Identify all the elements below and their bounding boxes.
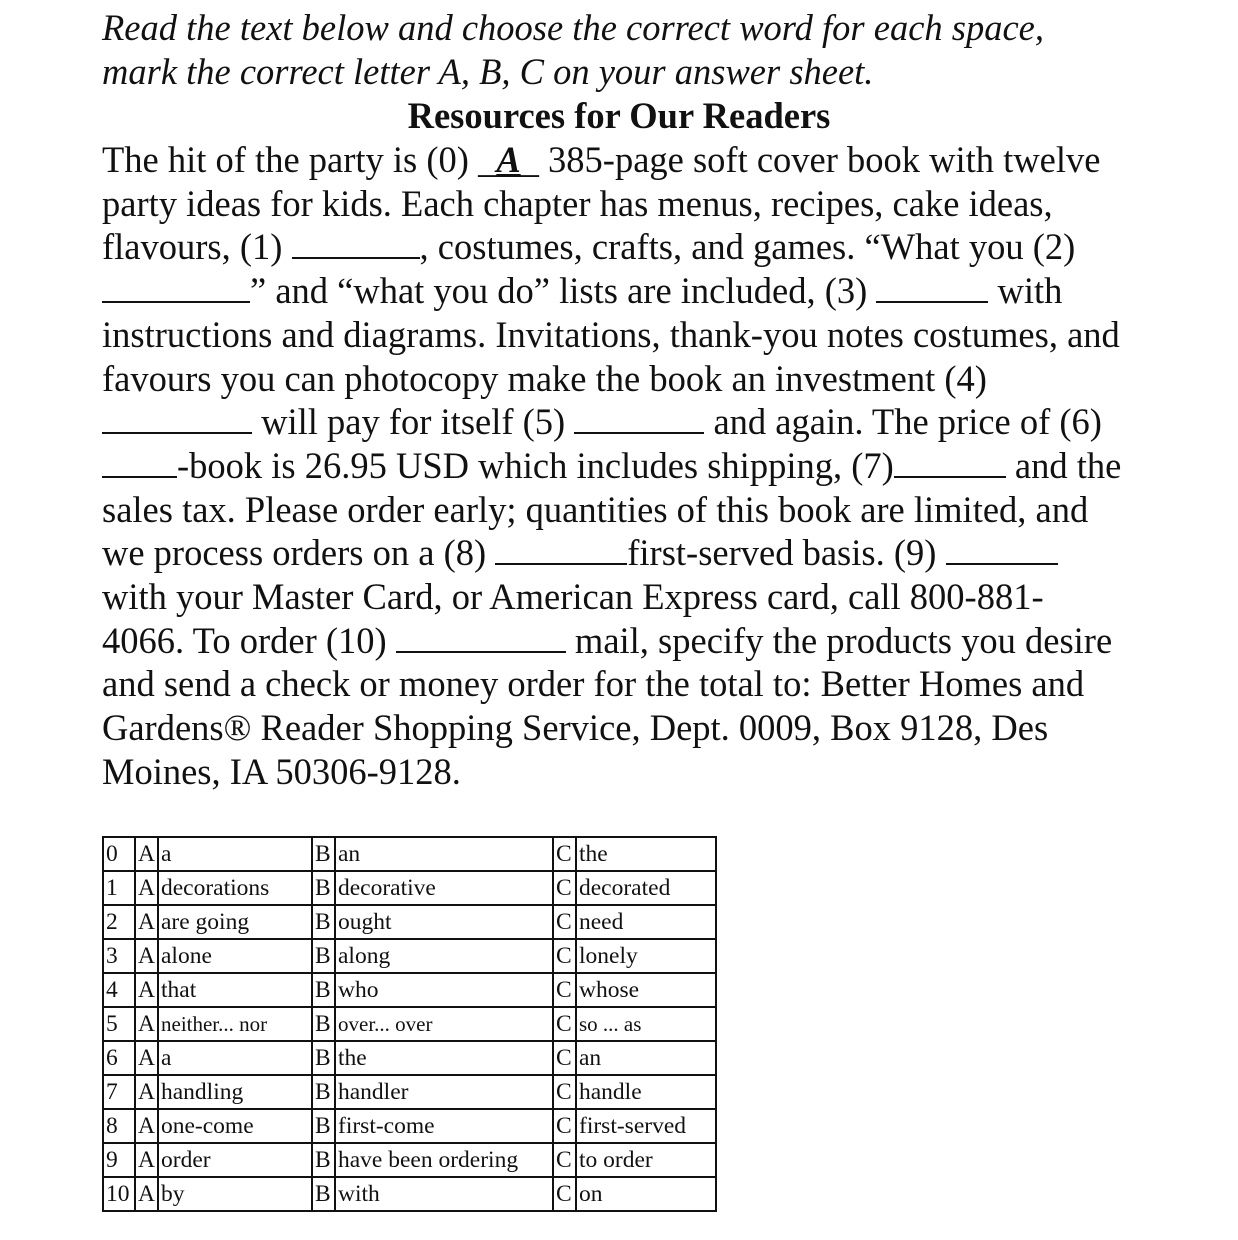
option-letter-cell: B [312,1143,335,1177]
option-letter-cell: B [312,1177,335,1211]
blank-10 [396,620,566,653]
option-b-cell: the [335,1041,553,1075]
passage-line: ” and “what you do” lists are included, (3) with [102,269,1152,313]
passage-line: and send a check or money order for the total to: Better Homes and [102,663,1085,705]
passage-line: we process orders on a (8) first-served basis. (9) [102,531,1152,575]
question-number-cell: 2 [103,905,135,939]
instructions-line: mark the correct letter A, B, C on your answer sheet. [102,51,874,92]
option-b-cell: first-come [335,1109,553,1143]
option-c-cell: to order [576,1143,716,1177]
blank-3 [876,270,988,303]
table-row [103,1177,716,1211]
option-letter-cell: A [135,973,158,1007]
option-c-cell: first-served [576,1109,716,1143]
option-letter-cell: A [135,1007,158,1041]
option-b-cell: ought [335,905,553,939]
question-number-cell: 9 [103,1143,135,1177]
option-letter-cell: C [553,905,576,939]
option-a-cell: one-come [158,1109,312,1143]
option-a-cell: handling [158,1075,312,1109]
blank-8 [495,532,627,565]
blank-5 [574,401,704,434]
question-number-cell: 4 [103,973,135,1007]
blank-2 [102,270,250,303]
option-letter-cell: A [135,871,158,905]
table-row [103,1109,716,1143]
option-letter-cell: C [553,973,576,1007]
option-letter-cell: A [135,1143,158,1177]
option-c-cell: so ... as [576,1007,716,1041]
answer-options-table [102,836,717,1212]
option-letter-cell: C [553,1007,576,1041]
question-number-cell: 8 [103,1109,135,1143]
question-number-cell: 3 [103,939,135,973]
option-letter-cell: C [553,939,576,973]
option-b-cell: with [335,1177,553,1211]
option-letter-cell: B [312,1075,335,1109]
table-row [103,1075,716,1109]
option-letter-cell: B [312,1007,335,1041]
passage-line: -book is 26.95 USD which includes shipping, (7) and the [102,444,1152,488]
instructions-line: Read the text below and choose the correct word for each space, [102,7,1044,48]
table-row [103,939,716,973]
passage-line: flavours, (1) , costumes, crafts, and games. “What you (2) [102,226,1076,268]
question-number-cell: 10 [103,1177,135,1211]
passage-line: sales tax. Please order early; quantities of this book are limited, and [102,488,1089,530]
option-c-cell: on [576,1177,716,1211]
option-letter-cell: C [553,1075,576,1109]
option-letter-cell: B [312,1041,335,1075]
option-letter-cell: C [553,1109,576,1143]
option-letter-cell: B [312,837,335,871]
blank-1 [292,226,420,259]
option-b-cell: over... over [335,1007,553,1041]
passage-line: with your Master Card, or American Express card, call 800-881- [102,576,1044,618]
option-c-cell: decorated [576,871,716,905]
option-b-cell: handler [335,1075,553,1109]
option-letter-cell: B [312,905,335,939]
option-letter-cell: A [135,939,158,973]
blank-9 [946,532,1058,565]
passage-line: party ideas for kids. Each chapter has menus, recipes, cake ideas, [102,182,1053,224]
option-letter-cell: A [135,1075,158,1109]
option-letter-cell: C [553,1041,576,1075]
question-number-cell: 5 [103,1007,135,1041]
option-c-cell: the [576,837,716,871]
option-letter-cell: C [553,1143,576,1177]
option-c-cell: whose [576,973,716,1007]
passage-line: Gardens® Reader Shopping Service, Dept. 0009, Box 9128, Des [102,707,1049,749]
option-a-cell: by [158,1177,312,1211]
option-a-cell: order [158,1143,312,1177]
option-b-cell: who [335,973,553,1007]
option-letter-cell: B [312,973,335,1007]
passage-line: Moines, IA 50306-9128. [102,750,461,792]
table-row [103,1041,716,1075]
option-letter-cell: C [553,837,576,871]
option-letter-cell: A [135,1177,158,1211]
blank-6 [102,445,177,478]
question-number-cell: 7 [103,1075,135,1109]
example-answer: A [496,139,521,180]
passage-line: instructions and diagrams. Invitations, thank-you notes costumes, and [102,313,1120,355]
question-number-cell: 6 [103,1041,135,1075]
option-c-cell: need [576,905,716,939]
option-a-cell: decorations [158,871,312,905]
option-b-cell: decorative [335,871,553,905]
option-letter-cell: C [553,871,576,905]
option-a-cell: a [158,837,312,871]
question-number-cell: 1 [103,871,135,905]
option-letter-cell: B [312,871,335,905]
option-letter-cell: A [135,837,158,871]
passage-line: The hit of the party is (0) _A_ 385-page soft cover book with twelve [102,139,1101,180]
table-row [103,1143,716,1177]
option-letter-cell: A [135,1041,158,1075]
option-a-cell: neither... nor [158,1007,312,1041]
option-letter-cell: A [135,1109,158,1143]
option-a-cell: a [158,1041,312,1075]
option-b-cell: an [335,837,553,871]
option-letter-cell: C [553,1177,576,1211]
passage-line: will pay for itself (5) and again. The price of (6) [102,400,1152,444]
option-letter-cell: B [312,939,335,973]
option-letter-cell: A [135,905,158,939]
table-row [103,1007,716,1041]
option-letter-cell: B [312,1109,335,1143]
option-b-cell: along [335,939,553,973]
question-number-cell: 0 [103,837,135,871]
passage-line: favours you can photocopy make the book an investment (4) [102,357,987,399]
option-c-cell: lonely [576,939,716,973]
cloze-passage [102,138,1152,794]
blank-4 [102,401,252,434]
table-row [103,871,716,905]
option-b-cell: have been ordering [335,1143,553,1177]
option-a-cell: that [158,973,312,1007]
table-row [103,837,716,871]
option-c-cell: handle [576,1075,716,1109]
option-a-cell: are going [158,905,312,939]
option-c-cell: an [576,1041,716,1075]
page-title: Resources for Our Readers [407,95,831,136]
option-a-cell: alone [158,939,312,973]
blank-0: _A_ [478,139,539,180]
passage-line: 4066. To order (10) mail, specify the products you desire [102,619,1113,661]
table-row [103,905,716,939]
table-row [103,973,716,1007]
instructions [102,6,1162,94]
blank-7 [894,445,1006,478]
